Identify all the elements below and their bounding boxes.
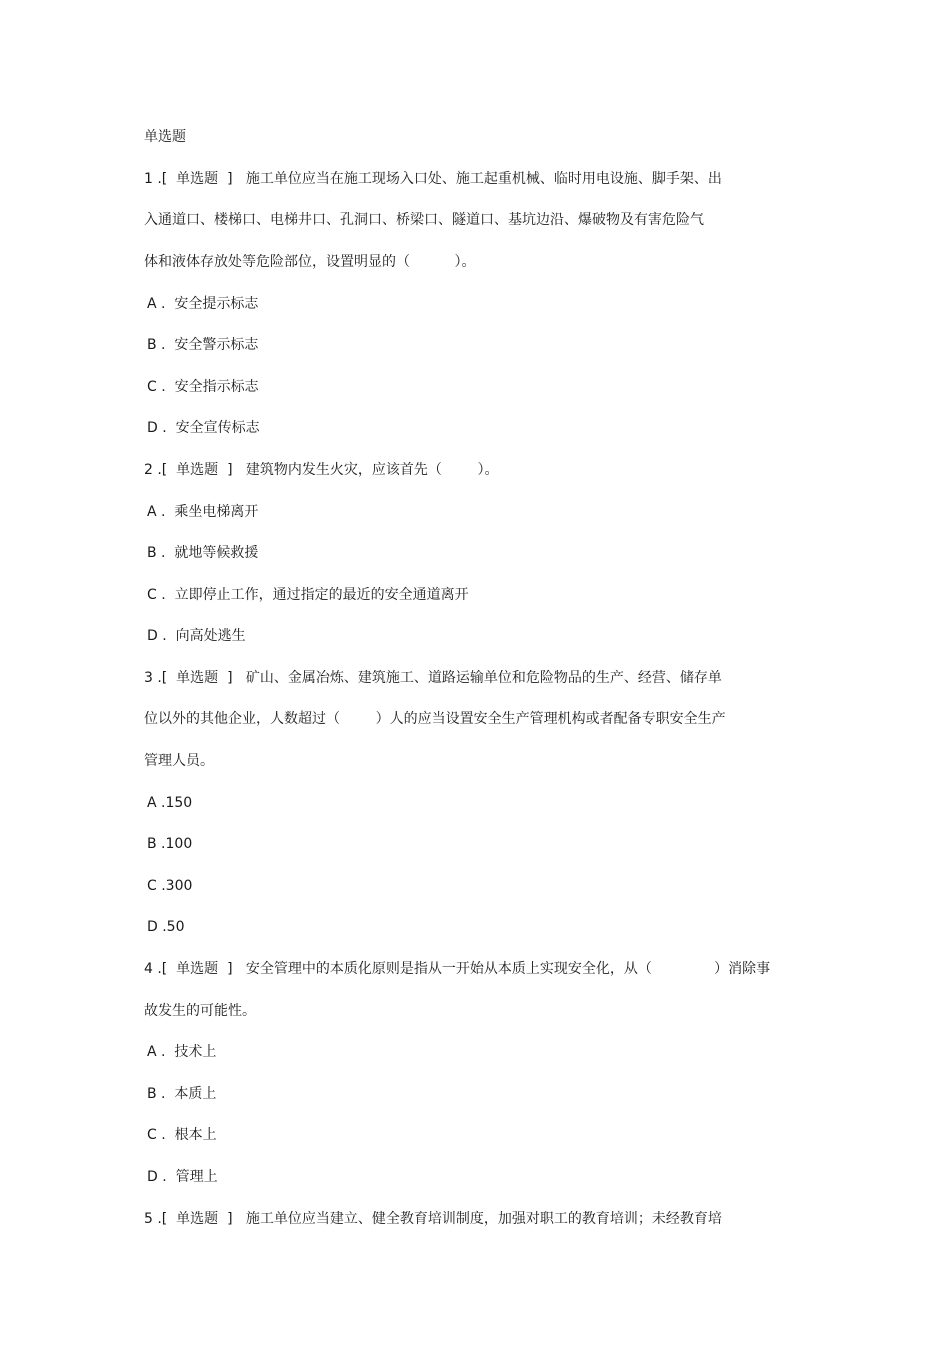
question-4-line-2: 故发生的可能性。 bbox=[144, 1003, 256, 1019]
question-4-option-b: B . 本质上 bbox=[147, 1086, 217, 1102]
question-3-option-c: C .300 bbox=[147, 878, 193, 894]
question-1-line-3: 体和液体存放处等危险部位，设置明显的（ ）。 bbox=[144, 254, 476, 270]
question-3-line-3: 管理人员。 bbox=[144, 753, 214, 769]
question-2-line-1: 2 .[ 单选题 ] 建筑物内发生火灾，应该首先（ ）。 bbox=[144, 462, 499, 478]
question-4-option-d: D . 管理上 bbox=[147, 1169, 218, 1185]
question-2-option-c: C . 立即停止工作，通过指定的最近的安全通道离开 bbox=[147, 587, 469, 603]
question-1-option-a: A . 安全提示标志 bbox=[147, 296, 259, 312]
question-3-option-a: A .150 bbox=[147, 795, 193, 811]
question-1-line-2: 入通道口、楼梯口、电梯井口、孔洞口、桥梁口、隧道口、基坑边沿、爆破物及有害危险气 bbox=[144, 212, 704, 228]
question-2-option-a: A . 乘坐电梯离开 bbox=[147, 504, 259, 520]
question-1-option-c: C . 安全指示标志 bbox=[147, 379, 259, 395]
question-1-line-1: 1 .[ 单选题 ] 施工单位应当在施工现场入口处、施工起重机械、临时用电设施、脚手架、出 bbox=[144, 171, 722, 187]
question-4-line-1: 4 .[ 单选题 ] 安全管理中的本质化原则是指从一开始从本质上实现安全化，从（ ）消除事 bbox=[144, 961, 771, 977]
section-title: 单选题 bbox=[144, 129, 186, 145]
question-5-line-1: 5 .[ 单选题 ] 施工单位应当建立、健全教育培训制度，加强对职工的教育培训；未经教育培 bbox=[144, 1211, 722, 1227]
question-2-option-b: B . 就地等候救援 bbox=[147, 545, 259, 561]
question-2-option-d: D . 向高处逃生 bbox=[147, 628, 246, 644]
question-1-option-d: D . 安全宣传标志 bbox=[147, 420, 260, 436]
question-3-line-1: 3 .[ 单选题 ] 矿山、金属冶炼、建筑施工、道路运输单位和危险物品的生产、经营、储存单 bbox=[144, 670, 722, 686]
question-4-option-a: A . 技术上 bbox=[147, 1044, 217, 1060]
question-3-option-b: B .100 bbox=[147, 836, 193, 852]
question-4-option-c: C . 根本上 bbox=[147, 1127, 217, 1143]
question-3-option-d: D .50 bbox=[147, 919, 185, 935]
question-1-option-b: B . 安全警示标志 bbox=[147, 337, 259, 353]
question-3-line-2: 位以外的其他企业，人数超过（ ）人的应当设置安全生产管理机构或者配备专职安全生产 bbox=[144, 711, 726, 727]
